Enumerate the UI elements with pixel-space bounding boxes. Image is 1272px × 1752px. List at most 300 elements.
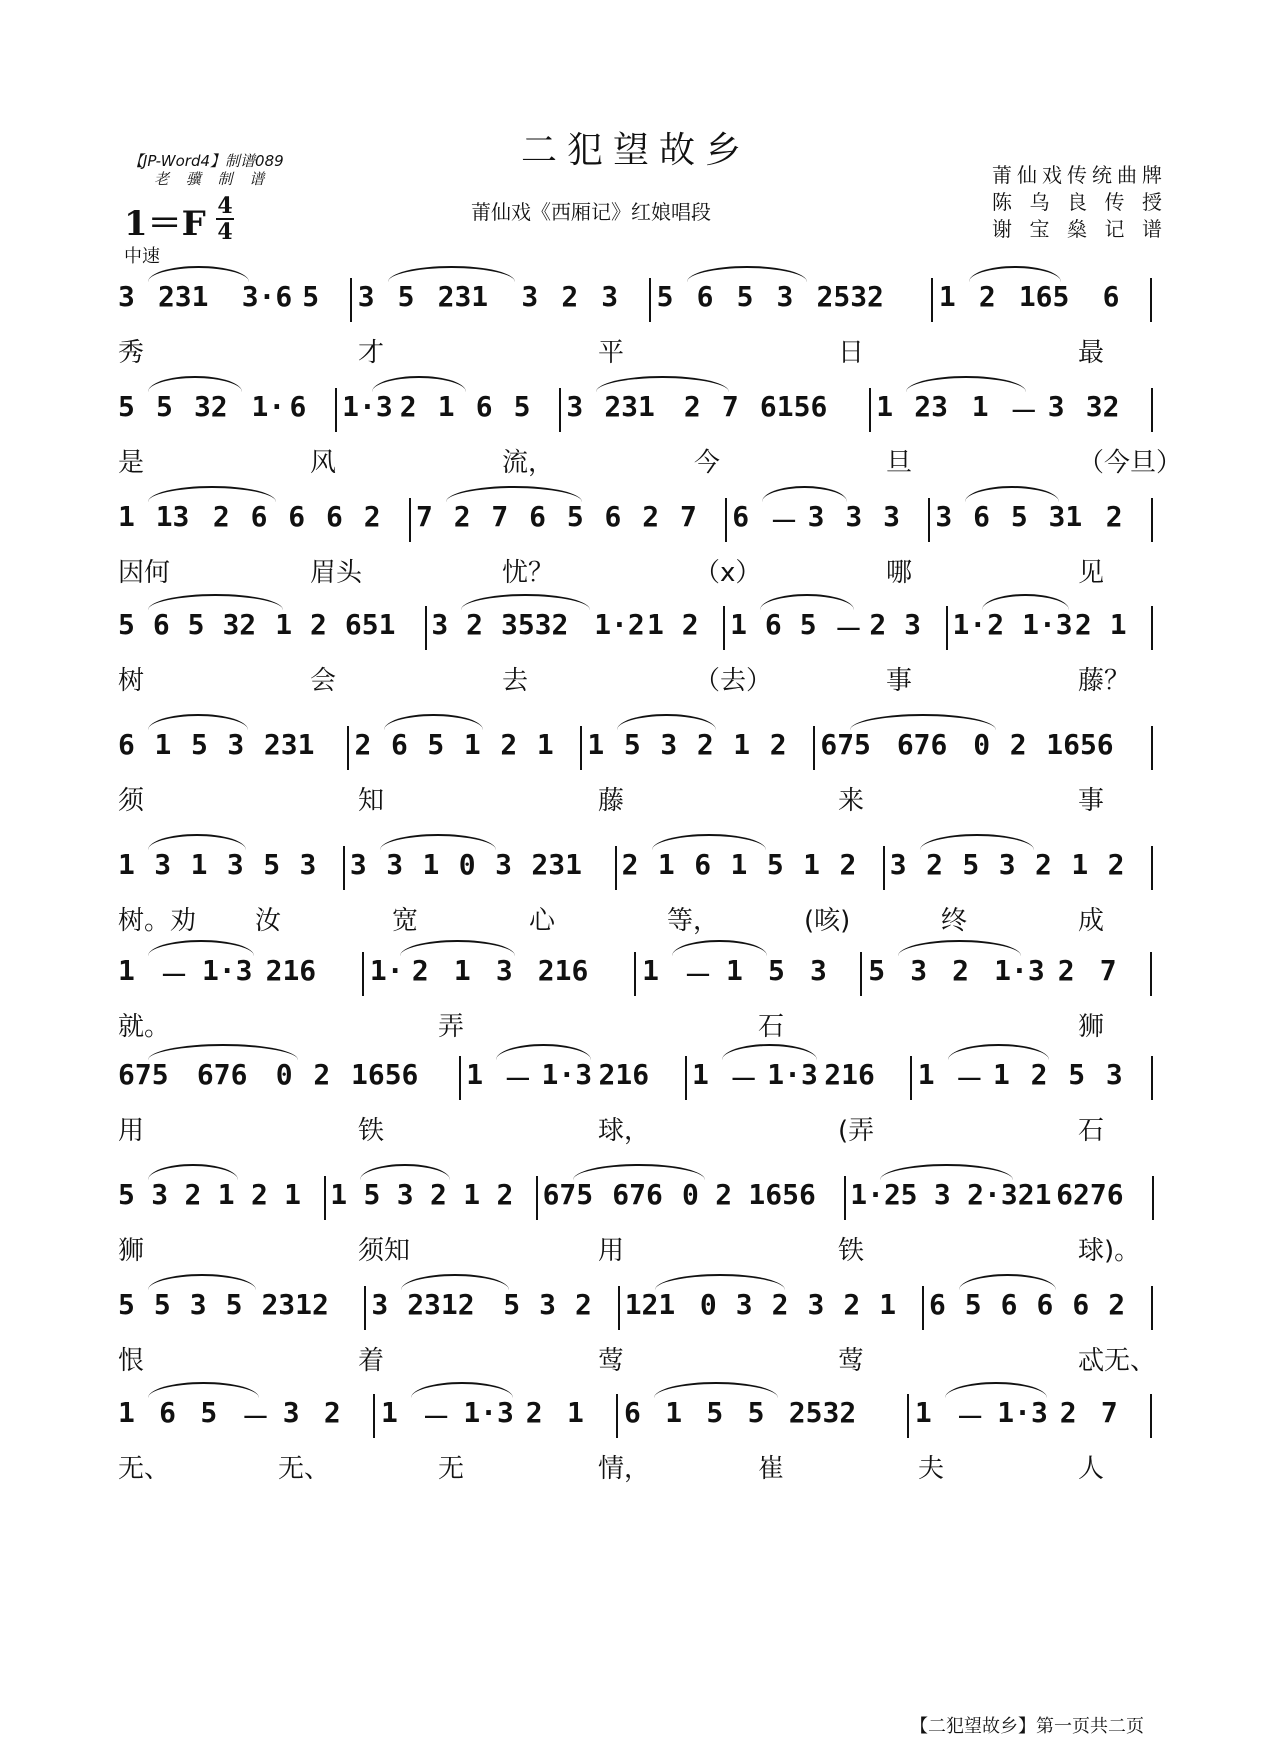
- note-token: 1: [190, 848, 208, 881]
- lyric-word: 着: [358, 1346, 385, 1376]
- note-token: 5: [363, 1178, 381, 1211]
- note-token: 2: [843, 1288, 861, 1321]
- note-token: 0: [973, 728, 991, 761]
- note-token: 2: [683, 390, 701, 423]
- lyric-word: 见: [1078, 558, 1105, 588]
- note-token: 1: [730, 848, 748, 881]
- note-token: 1: [118, 954, 135, 987]
- lyric-row: [118, 442, 1183, 478]
- note-token: 3: [904, 608, 922, 641]
- note-token: 1656: [350, 1058, 419, 1091]
- slur-mark: [148, 1382, 259, 1398]
- note-token: 3·6: [241, 280, 293, 313]
- note-token: 1·: [952, 608, 987, 641]
- slur-mark: [760, 594, 854, 610]
- lyric-word: 用: [118, 1116, 145, 1146]
- note-token: 6276: [1056, 1178, 1124, 1211]
- note-token: 2: [354, 728, 372, 761]
- note-token: 7: [1100, 1396, 1118, 1429]
- barline: [559, 388, 561, 432]
- barline: [536, 1176, 538, 1220]
- lyric-row: [118, 552, 1158, 588]
- note-token: 3: [1105, 1058, 1123, 1091]
- barline: [1150, 1394, 1152, 1438]
- barline: [1152, 1176, 1154, 1220]
- note-token: －: [1009, 395, 1038, 428]
- note-token: －: [422, 1401, 451, 1434]
- lyric-word: 忒无、: [1078, 1346, 1157, 1376]
- slur-mark: [948, 1044, 1050, 1060]
- note-token: 7: [1099, 954, 1117, 987]
- note-token: 3: [431, 608, 449, 641]
- note-token: 216: [265, 954, 317, 987]
- lyric-word: 无、: [278, 1454, 331, 1484]
- slur-mark: [617, 714, 715, 730]
- note-token: 2: [310, 608, 327, 641]
- note-token: 2: [430, 1178, 447, 1211]
- lyric-word: 狮: [118, 1236, 145, 1266]
- slur-mark: [148, 594, 283, 610]
- note-token: 5: [1068, 1058, 1086, 1091]
- note-token: 5: [118, 608, 135, 641]
- note-token: 1: [566, 1396, 584, 1429]
- note-token: 676: [612, 1178, 663, 1211]
- lyric-row: [118, 900, 1158, 936]
- note-token: 6: [1072, 1288, 1090, 1321]
- note-token: 6: [973, 500, 990, 533]
- slur-mark: [148, 834, 246, 850]
- slur-mark: [400, 940, 515, 956]
- note-token: 1: [284, 1178, 302, 1211]
- lyric-word: 知: [358, 786, 385, 816]
- slur-mark: [654, 1382, 778, 1398]
- barline: [373, 1394, 375, 1438]
- lyric-word: 事: [886, 666, 913, 696]
- lyric-word: 等，: [667, 906, 720, 936]
- time-signature-bottom: 4: [217, 219, 233, 245]
- note-token: 1: [422, 848, 440, 881]
- note-token: 3532: [500, 608, 569, 641]
- note-token: 5: [768, 954, 785, 987]
- barline: [459, 1056, 461, 1100]
- note-token: 231: [604, 390, 655, 423]
- lyric-word: 汝: [255, 906, 282, 936]
- barline: [364, 1286, 366, 1330]
- note-token: 1: [217, 1178, 235, 1211]
- note-token: 0: [699, 1288, 717, 1321]
- barline: [649, 278, 651, 322]
- barline: [883, 846, 885, 890]
- note-token: 1: [971, 390, 989, 423]
- lyric-word: 夫: [918, 1454, 945, 1484]
- note-token: 3: [282, 1396, 300, 1429]
- barline: [946, 606, 948, 650]
- lyric-word: 恨: [118, 1346, 145, 1376]
- lyric-word: 树。劝: [118, 906, 197, 936]
- note-token: 1: [803, 848, 820, 881]
- note-row: [118, 1394, 1158, 1438]
- note-token: 2: [500, 728, 518, 761]
- note-token: 2: [1074, 608, 1092, 641]
- note-token: 1: [463, 1178, 481, 1211]
- note-token: 1: [118, 500, 135, 533]
- note-token: 6156: [759, 390, 828, 423]
- note-token: －: [729, 1063, 758, 1096]
- barline: [1151, 1286, 1153, 1330]
- note-token: 32: [193, 390, 228, 423]
- lyric-word: 日: [838, 338, 865, 368]
- barline: [580, 726, 582, 770]
- lyric-word: 树: [118, 666, 145, 696]
- slur-mark: [573, 1164, 706, 1180]
- lyric-word: 来: [838, 786, 865, 816]
- note-row: [118, 726, 1158, 770]
- note-token: 2: [525, 1396, 543, 1429]
- note-token: 3: [601, 280, 619, 313]
- lyric-row: [118, 1230, 1158, 1266]
- note-token: 3: [357, 280, 375, 313]
- note-token: 5: [263, 848, 281, 881]
- lyric-word: 铁: [838, 1236, 865, 1266]
- slur-mark: [372, 376, 466, 392]
- slur-mark: [672, 940, 766, 956]
- note-token: 675: [118, 1058, 169, 1091]
- note-token: 2: [715, 1178, 733, 1211]
- score-system: [118, 1056, 1158, 1146]
- key-signature: 1＝F: [124, 204, 206, 244]
- lyric-row: [118, 660, 1158, 696]
- slur-mark: [148, 1164, 238, 1180]
- note-token: 121: [624, 1288, 676, 1321]
- slur-mark: [461, 594, 589, 610]
- barline: [324, 1176, 326, 1220]
- note-token: 5: [200, 1396, 218, 1429]
- note-token: 1: [642, 954, 659, 987]
- slur-mark: [722, 1044, 817, 1060]
- lyric-word: 秀: [118, 338, 145, 368]
- note-row: [118, 606, 1158, 650]
- note-token: 3: [154, 848, 172, 881]
- slur-mark: [496, 1044, 591, 1060]
- credits-block: [992, 162, 1162, 243]
- note-token: 3: [660, 728, 678, 761]
- note-token: 675: [542, 1178, 594, 1211]
- slur-mark: [982, 594, 1068, 610]
- score-system: [118, 846, 1158, 936]
- note-token: 3: [189, 1288, 207, 1321]
- time-signature: [216, 194, 234, 244]
- note-token: 2: [769, 728, 787, 761]
- slur-mark: [965, 486, 1059, 502]
- barline: [723, 606, 725, 650]
- note-token: 6: [694, 848, 712, 881]
- lyric-word: 成: [1078, 906, 1105, 936]
- note-token: 5: [1010, 500, 1028, 533]
- lyric-word: 球)。: [1078, 1236, 1141, 1266]
- slur-mark: [148, 1044, 298, 1060]
- note-token: 5: [900, 1178, 918, 1211]
- note-token: 2: [771, 1288, 789, 1321]
- note-token: 2: [250, 1178, 268, 1211]
- score-system: [118, 606, 1158, 696]
- note-token: 2: [1059, 1396, 1077, 1429]
- lyric-word: 情，: [598, 1454, 651, 1484]
- score-system: [118, 1176, 1158, 1266]
- note-token: 2: [681, 608, 699, 641]
- note-token: 2·321: [967, 1178, 1052, 1211]
- note-token: －: [956, 1401, 985, 1434]
- barline: [362, 952, 364, 996]
- note-token: －: [503, 1063, 532, 1096]
- note-token: 2: [1105, 500, 1123, 533]
- note-token: 1: [730, 608, 747, 641]
- credit-line: 谢 宝 燊 记 谱: [992, 217, 1162, 241]
- lyric-word: 狮: [1078, 1012, 1105, 1042]
- note-token: －: [159, 959, 188, 992]
- note-token: 3: [807, 500, 825, 533]
- page-title: 二犯望故乡: [520, 130, 751, 171]
- lyric-word: 无、: [118, 1454, 171, 1484]
- lyric-word: 石: [758, 1012, 785, 1042]
- note-token: 6: [152, 608, 170, 641]
- slur-mark: [762, 486, 847, 502]
- note-token: 231: [437, 280, 489, 313]
- note-token: 1: [536, 728, 554, 761]
- note-token: 216: [537, 954, 589, 987]
- slur-mark: [880, 1164, 1013, 1180]
- note-token: 2: [561, 280, 579, 313]
- note-token: 5: [225, 1288, 243, 1321]
- note-token: 5: [799, 608, 817, 641]
- note-token: 3: [151, 1178, 169, 1211]
- note-token: 1·3: [997, 1396, 1048, 1429]
- note-token: 2: [1108, 1288, 1126, 1321]
- note-token: 7: [491, 500, 509, 533]
- note-token: 13: [155, 500, 190, 533]
- note-token: 2: [313, 1058, 331, 1091]
- lyric-word: 用: [598, 1236, 625, 1266]
- slur-mark: [148, 376, 242, 392]
- note-token: 1: [726, 954, 743, 987]
- note-token: 32: [222, 608, 257, 641]
- barline: [1151, 388, 1153, 432]
- time-signature-top: 4: [217, 193, 233, 219]
- note-token: 3: [226, 848, 244, 881]
- note-token: 2: [453, 500, 471, 533]
- note-token: 3: [386, 848, 404, 881]
- lyric-word: 风: [310, 448, 337, 478]
- note-token: 7: [416, 500, 433, 533]
- note-token: 2: [184, 1178, 202, 1211]
- barline: [1150, 278, 1152, 322]
- barline: [1151, 1056, 1153, 1100]
- slur-mark: [148, 714, 248, 730]
- barline: [1151, 498, 1153, 542]
- note-token: 2: [212, 500, 230, 533]
- note-token: 3: [299, 848, 317, 881]
- note-token: 3: [776, 280, 794, 313]
- note-token: 1: [587, 728, 605, 761]
- lyric-word: 宽: [392, 906, 419, 936]
- note-token: 1: [992, 1058, 1010, 1091]
- note-token: －: [955, 1063, 984, 1096]
- slur-mark: [850, 714, 996, 730]
- note-token: 3: [807, 1288, 825, 1321]
- note-token: 2532: [788, 1396, 857, 1429]
- lyric-word: 崔: [758, 1454, 785, 1484]
- slur-mark: [148, 266, 249, 282]
- barline: [869, 388, 871, 432]
- lyric-word: （去）: [694, 666, 773, 696]
- note-token: 231: [157, 280, 209, 313]
- slur-mark: [898, 940, 1021, 956]
- note-row: [118, 952, 1158, 996]
- note-token: 3: [521, 280, 539, 313]
- note-row: [118, 388, 1158, 432]
- note-row: [118, 498, 1158, 542]
- note-token: 1·3: [1022, 608, 1073, 641]
- lyric-word: （x）: [694, 558, 762, 588]
- lyric-word: 就。: [118, 1012, 171, 1042]
- note-token: －: [769, 505, 798, 538]
- lyric-word: 是: [118, 448, 145, 478]
- note-token: 3: [910, 954, 928, 987]
- lyric-word: 哪: [886, 558, 913, 588]
- note-token: 5: [513, 390, 531, 423]
- lyric-word: （今旦）: [1078, 448, 1183, 478]
- note-token: 5: [706, 1396, 724, 1429]
- note-token: 676: [896, 728, 948, 761]
- barline: [685, 1056, 687, 1100]
- note-token: 1: [879, 1288, 897, 1321]
- maker-line-2: 老 骥 制 谱: [154, 170, 271, 188]
- note-token: 3: [935, 500, 953, 533]
- barline: [350, 278, 352, 322]
- note-token: 3: [998, 848, 1016, 881]
- note-token: 32: [1085, 390, 1120, 423]
- note-token: 3: [933, 1178, 951, 1211]
- slur-mark: [380, 834, 496, 850]
- slur-mark: [401, 1274, 509, 1290]
- score-system: [118, 498, 1158, 588]
- note-token: 1: [330, 1178, 348, 1211]
- lyric-word: 心: [529, 906, 556, 936]
- slur-mark: [360, 1164, 450, 1180]
- slur-mark: [148, 1274, 256, 1290]
- note-token: 1: [275, 608, 293, 641]
- note-token: 7: [679, 500, 697, 533]
- score-system: [118, 1286, 1158, 1376]
- note-token: 5: [766, 848, 784, 881]
- slur-mark: [411, 1382, 513, 1398]
- slur-mark: [384, 714, 482, 730]
- note-token: 5: [153, 1288, 171, 1321]
- slur-mark: [920, 834, 1034, 850]
- lyric-row: [118, 1110, 1158, 1146]
- note-token: 0: [681, 1178, 699, 1211]
- credit-line: 陈 乌 良 传 授: [992, 190, 1162, 214]
- note-row: [118, 846, 1158, 890]
- note-token: 2: [987, 608, 1005, 641]
- lyric-word: 莺: [598, 1346, 625, 1376]
- note-token: －: [834, 613, 863, 646]
- note-token: 1: [1071, 848, 1089, 881]
- score-system: [118, 278, 1158, 368]
- note-token: 6: [118, 728, 135, 761]
- note-token: 0: [275, 1058, 293, 1091]
- slur-mark: [655, 1274, 786, 1290]
- note-token: 231: [263, 728, 315, 761]
- lyric-word: (咳): [804, 906, 851, 936]
- note-token: 6: [390, 728, 408, 761]
- page-subtitle: 莆仙戏《西厢记》红娘唱段: [471, 200, 711, 224]
- credit-line: 莆仙戏传统曲牌: [992, 163, 1162, 187]
- note-token: 1·3: [463, 1396, 514, 1429]
- note-token: 5: [187, 608, 205, 641]
- note-token: 6: [764, 608, 782, 641]
- note-token: 1·: [251, 390, 286, 423]
- note-token: 2312: [407, 1288, 475, 1321]
- note-token: 6: [326, 500, 343, 533]
- note-token: 1: [914, 1396, 932, 1429]
- note-token: 3: [1047, 390, 1065, 423]
- note-token: 6: [928, 1288, 946, 1321]
- note-token: 7: [721, 390, 739, 423]
- barline: [409, 498, 411, 542]
- note-token: 2: [621, 848, 639, 881]
- slur-mark: [446, 486, 582, 502]
- note-token: 675: [820, 728, 871, 761]
- note-token: 1: [733, 728, 751, 761]
- note-token: 1·: [369, 954, 404, 987]
- note-token: 23: [914, 390, 948, 423]
- note-token: 0: [458, 848, 476, 881]
- barline: [910, 1056, 912, 1100]
- lyric-word: (弄: [838, 1116, 875, 1146]
- barline: [618, 1286, 620, 1330]
- lyric-word: 人: [1078, 1454, 1105, 1484]
- lyric-word: 石: [1078, 1116, 1105, 1146]
- note-token: 6: [475, 390, 493, 423]
- tempo-marking: 中速: [124, 246, 160, 267]
- lyric-word: 事: [1078, 786, 1105, 816]
- note-token: 31: [1048, 500, 1083, 533]
- lyric-word: 藤: [598, 786, 625, 816]
- barline: [1151, 726, 1153, 770]
- note-token: 2312: [261, 1288, 329, 1321]
- barline: [860, 952, 862, 996]
- note-token: 6: [529, 500, 546, 533]
- lyric-word: 旦: [886, 448, 913, 478]
- note-token: 6: [288, 500, 306, 533]
- barline: [725, 498, 727, 542]
- note-token: 1: [118, 1396, 135, 1429]
- note-token: －: [241, 1401, 270, 1434]
- note-token: 1: [453, 954, 471, 987]
- note-token: 216: [824, 1058, 875, 1091]
- barline: [634, 952, 636, 996]
- barline: [1151, 846, 1153, 890]
- note-token: 1: [154, 728, 172, 761]
- note-token: 6: [250, 500, 268, 533]
- page-footer: 【二犯望故乡】第一页共二页: [910, 1716, 1144, 1737]
- lyric-word: 球，: [598, 1116, 651, 1146]
- slur-mark: [148, 940, 254, 956]
- score-system: [118, 1394, 1158, 1484]
- note-token: 3: [349, 848, 367, 881]
- note-token: 2: [363, 500, 381, 533]
- note-token: 1: [876, 390, 894, 423]
